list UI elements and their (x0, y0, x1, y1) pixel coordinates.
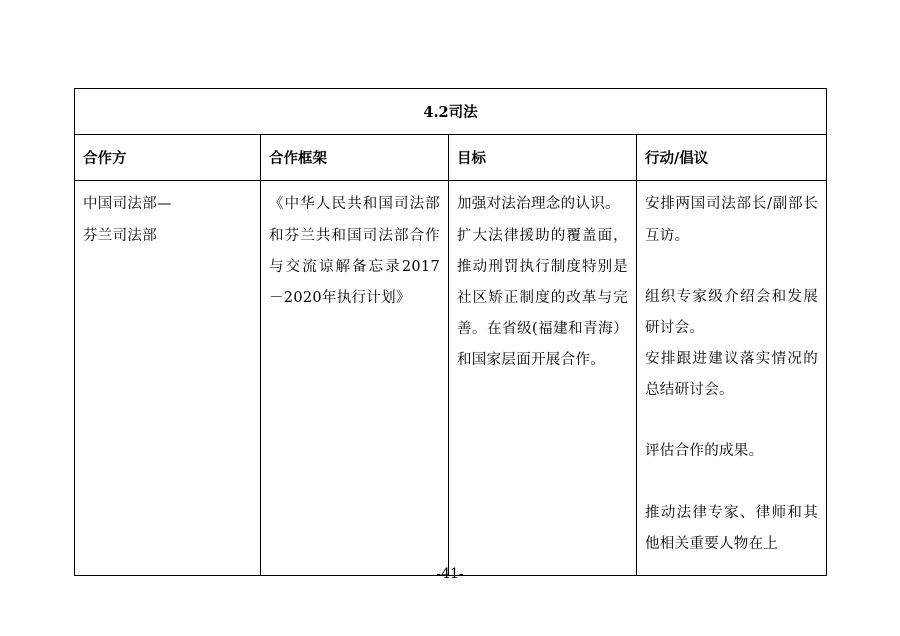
column-header-partner: 合作方 (75, 135, 261, 181)
goal-text-2: 扩大法律援助的覆盖面，推动刑罚执行制度特别是社区矫正制度的改革与完善。在省级(福建和青海）和国家层面开展合作。 (457, 227, 628, 369)
goal-text-1: 加强对法治理念的认识。 (457, 196, 620, 213)
column-header-goals: 目标 (449, 135, 637, 181)
spacer-3 (645, 468, 818, 498)
table-title: 4.2司法 (75, 89, 827, 135)
page-number: -41- (436, 566, 464, 582)
cooperation-table (74, 88, 827, 576)
framework-text: 《中华人民共和国司法部和芬兰共和国司法部合作与交流谅解备忘录2017－2020年执行计划》 (269, 196, 440, 306)
spacer-1 (645, 252, 818, 282)
cell-goals (449, 181, 637, 576)
partner-line-2: 芬兰司法部 (83, 227, 157, 244)
partner-line-1: 中国司法部— (83, 196, 172, 213)
cell-framework (261, 181, 449, 576)
action-text-4: 评估合作的成果。 (645, 443, 764, 460)
table-row (75, 181, 827, 576)
action-text-2: 组织专家级介绍会和发展研讨会。 (645, 288, 819, 336)
action-text-1: 安排两国司法部长/副部长互访。 (645, 196, 819, 244)
column-header-actions: 行动/倡议 (637, 135, 827, 181)
spacer-2 (645, 406, 818, 436)
action-text-3: 安排跟进建议落实情况的总结研讨会。 (645, 351, 819, 399)
cell-partner (75, 181, 261, 576)
table-title-row (75, 89, 827, 135)
cell-actions (637, 181, 827, 576)
table-header-row (75, 135, 827, 181)
column-header-framework: 合作框架 (261, 135, 449, 181)
action-text-5: 推动法律专家、律师和其他相关重要人物在上 (645, 504, 819, 552)
